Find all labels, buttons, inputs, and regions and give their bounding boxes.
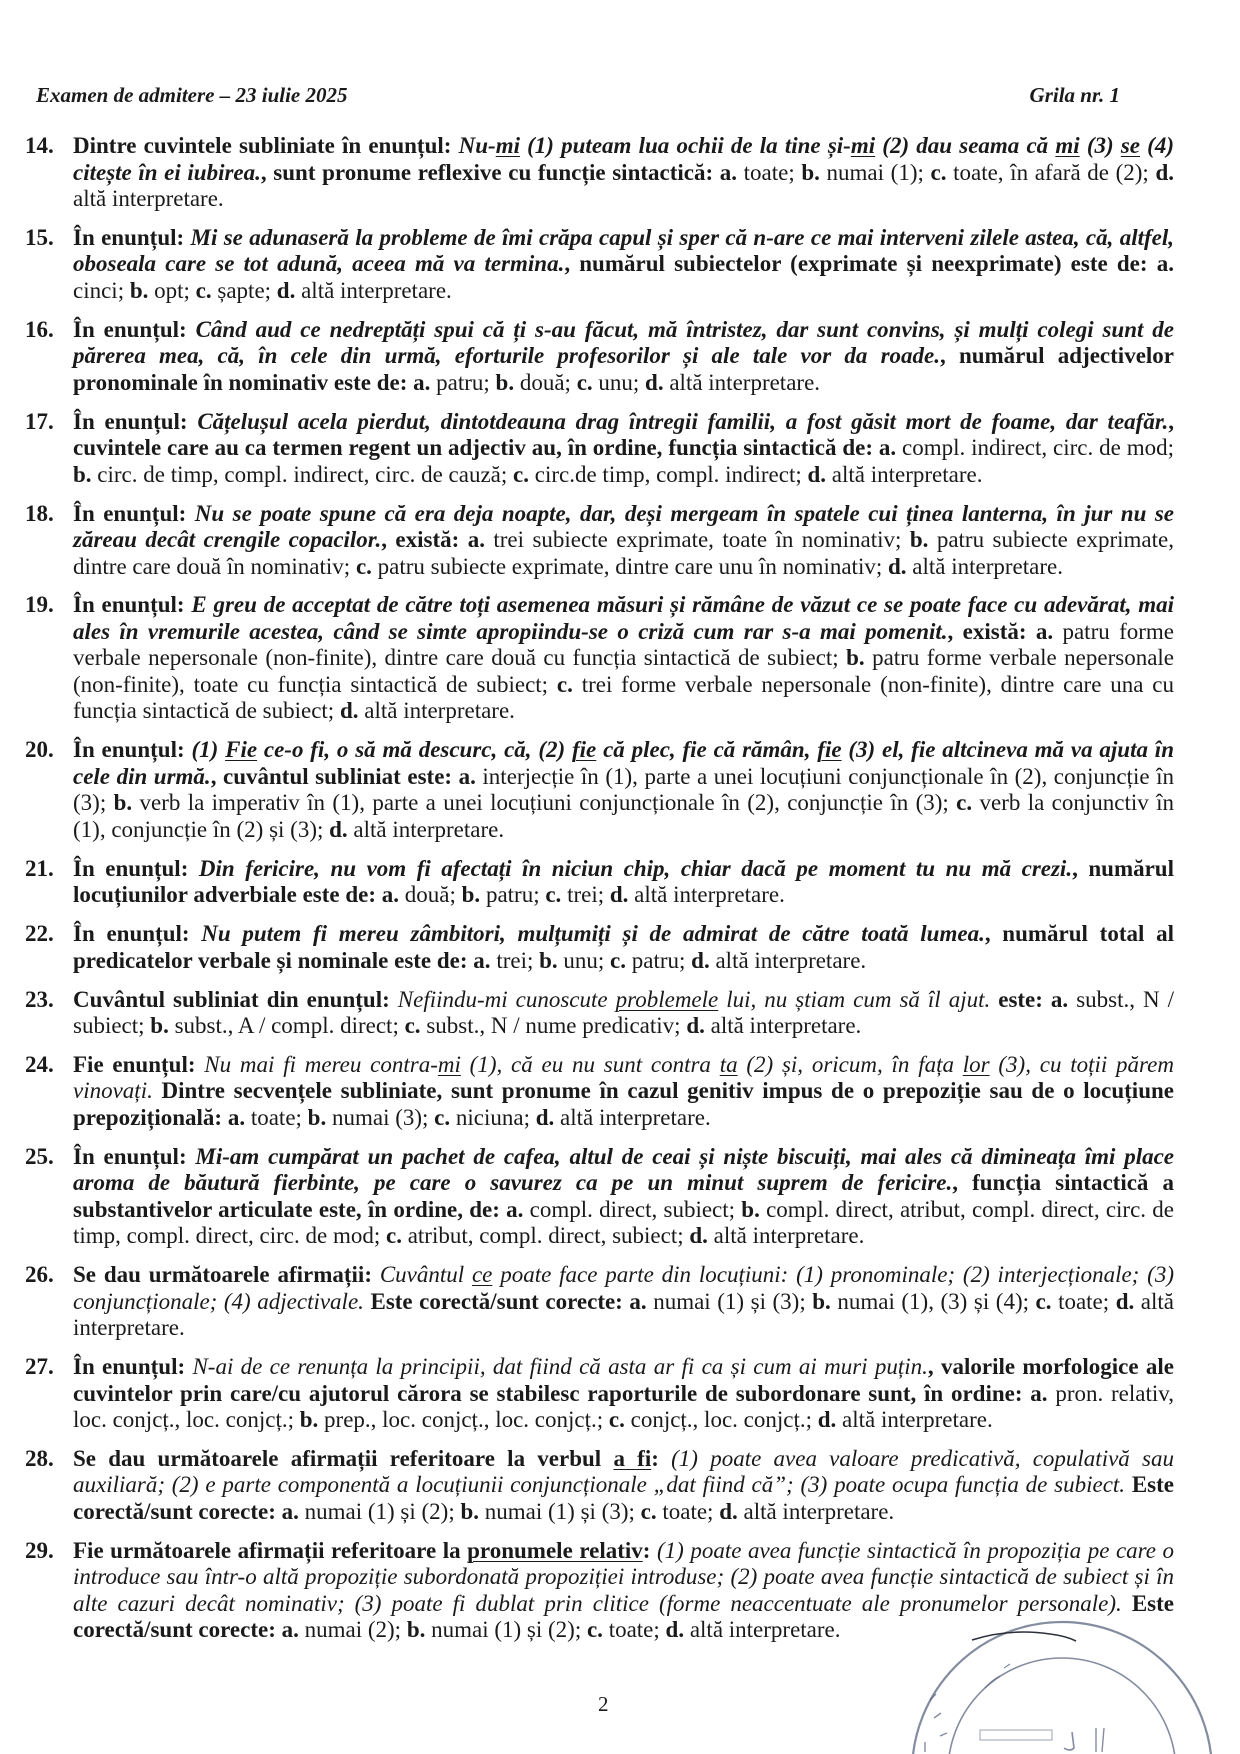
underlined-word: mi (850, 133, 876, 158)
question-text: c. (608, 1407, 631, 1433)
question-number: 20. (25, 737, 54, 763)
question-text: este: a. (990, 986, 1077, 1012)
question-text: Nu se poate spune că era deja noapte, dar, deși mergeam în spatele cui ținea lanterna, în jur nu se zăreau decât crengile copacilor. (73, 500, 1174, 553)
question-text: În enunțul: (73, 316, 196, 342)
question-text: d. (719, 1498, 744, 1524)
question-text: verb la conjunctiv în (1), conjuncție în (2) și (3); (73, 790, 1175, 842)
question-text: (4) citește în ei iubirea. (73, 133, 1174, 185)
question-22 (0, 921, 1174, 974)
question-text: c. (610, 947, 632, 973)
question-text: În enunțul: (73, 855, 199, 881)
question-text: , numărul locuțiunilor adverbiale este de: a. (73, 855, 1174, 908)
question-text: altă interpretare. (634, 882, 785, 908)
question-list (0, 133, 1240, 1656)
question-text: c. (1035, 1288, 1059, 1314)
question-text: subst., N / nume predicativ; (426, 1013, 687, 1039)
question-text: , numărul total al predicatelor verbale și nominale este de: a. (73, 921, 1175, 973)
underlined-word: fie (572, 737, 597, 763)
question-text: interjecție în (1), parte a unei locuțiuni conjuncționale în (2), conjuncție în (3); (73, 763, 1174, 816)
question-text: șapte; (217, 277, 277, 303)
question-number: 23. (25, 986, 54, 1012)
grid-number: Grila nr. 1 (1029, 83, 1120, 107)
question-text: (1), că eu nu sunt contra (460, 1051, 720, 1077)
question-text: c. (513, 461, 535, 487)
question-text: Dintre cuvintele subliniate în enunțul: (73, 133, 459, 158)
question-text: altă interpretare. (560, 1104, 711, 1130)
underlined-word: mi (437, 1051, 461, 1077)
question-16 (0, 317, 1174, 397)
question-text: altă interpretare. (669, 369, 821, 395)
question-text: numai (3); (331, 1104, 435, 1130)
question-text: numai (1) și (2); (431, 1617, 587, 1643)
question-text: b. (812, 1288, 838, 1314)
question-text: b. (129, 277, 155, 303)
question-text: E greu de acceptat de către toți asemenea măsuri și rămâne de văzut ce se poate face cu adevărat, mai ales în vremurile acestea, când se simte apropiindu-se o criză cum rar s-a mai pomenit. (73, 592, 1175, 644)
question-text: b. (406, 1617, 432, 1643)
question-text: b. (73, 461, 98, 487)
question-text: d. (609, 882, 635, 908)
question-text: În enunțul: (73, 592, 192, 618)
question-text: d. (645, 369, 670, 395)
question-text: Mi se adunaseră la probleme de îmi crăpa capul și sper că n-are ce mai interveni zilele astea, că, altfel, oboseala care se tot adună, aceea mă va termina. (73, 224, 1175, 277)
question-text: , numărul adjectivelor pronominale în nominativ este de: a. (73, 343, 1174, 395)
question-text: Fie enunțul: (73, 1051, 205, 1077)
question-text: opt; (154, 277, 196, 303)
question-text: În enunțul: (73, 408, 198, 434)
question-18 (0, 501, 1174, 581)
question-text: două; (519, 369, 577, 395)
question-26 (0, 1262, 1174, 1342)
question-15 (0, 225, 1174, 305)
question-text: (3) (1079, 133, 1121, 158)
question-text: c. (434, 1104, 456, 1130)
question-text: , cuvântul subliniat este: a. (210, 763, 483, 789)
question-text: b. (299, 1407, 325, 1433)
question-text: altă interpretare. (73, 186, 224, 211)
question-text: trei; (496, 947, 540, 973)
question-text: toate; (662, 1498, 720, 1524)
question-text: Se dau următoarele afirmații referitoare la verbul (73, 1445, 614, 1471)
question-text: compl. direct, atribut, compl. direct, circ. de timp, compl. direct, circ. de mod; (73, 1196, 1174, 1249)
question-text: Este corectă/sunt corecte: a. (73, 1472, 1174, 1524)
question-text: b. (307, 1104, 332, 1130)
question-text: numai (1) și (3); (653, 1288, 813, 1314)
question-number: 26. (25, 1262, 54, 1288)
question-text: d. (329, 816, 354, 842)
stamp-glyph (1096, 1728, 1104, 1752)
question-text: trei forme verbale nepersonale (non-finite), dintre care una cu funcția sintactică de subiect; (73, 671, 1174, 724)
question-text: d. (689, 1223, 714, 1249)
question-text: c. (586, 1617, 609, 1643)
stamp-center-label (980, 1730, 1052, 1740)
question-17 (0, 409, 1174, 489)
question-text: d. (339, 698, 365, 724)
question-text: d. (1155, 159, 1174, 185)
question-text: altă interpretare. (743, 1498, 895, 1524)
stamp-ring-marks (985, 1664, 1010, 1688)
question-text: toate; (250, 1104, 308, 1130)
question-text: Cuvântul subliniat din enunțul: (73, 986, 398, 1012)
stamp-lettering-marks (925, 1694, 947, 1752)
underlined-word: se (1120, 133, 1140, 158)
question-text: c. (385, 1223, 408, 1249)
question-number: 25. (25, 1143, 54, 1169)
question-24 (0, 1052, 1174, 1132)
question-text: Nu- (458, 133, 496, 158)
question-text: b. (461, 882, 486, 908)
question-text: , valorile morfologice ale cuvintelor prin care/cu ajutorul cărora se stabilesc raporturile de subordonare sunt, în ordine: a. (73, 1354, 1174, 1406)
question-text: altă interpretare. (713, 1223, 865, 1249)
question-text: altă interpretare. (831, 461, 983, 487)
exam-title: Examen de admitere – 23 iulie 2025 (36, 83, 348, 107)
question-text: Cuvântul (379, 1262, 472, 1288)
question-text: d. (665, 1617, 690, 1643)
question-text: numai (1), (3) și (4); (837, 1288, 1036, 1314)
question-text: Nefiindu-mi cunoscute (397, 986, 616, 1012)
question-text: d. (1115, 1288, 1141, 1314)
question-text: c. (640, 1498, 663, 1524)
underlined-word: mi (495, 133, 520, 158)
question-text: Este corectă/sunt corecte: a. (73, 1590, 1174, 1643)
question-text: Nu putem fi mereu zâmbitori, mulțumiți și de admirat de către toată lumea. (201, 921, 985, 947)
question-text: b. (150, 1013, 175, 1039)
question-text: toate; (1058, 1288, 1116, 1314)
question-text: patru forme verbale nepersonale (non-finite), dintre care două cu funcția sintactică de subiect; (73, 618, 1174, 671)
question-text: patru subiecte exprimate, dintre care două în nominativ; (73, 527, 1174, 579)
question-text: niciuna; (455, 1104, 536, 1130)
question-text: Fie următoarele afirmații referitoare la (73, 1537, 468, 1563)
question-28 (0, 1446, 1174, 1526)
question-number: 16. (25, 316, 54, 342)
question-text: altă interpretare. (689, 1617, 841, 1643)
question-29 (0, 1538, 1174, 1644)
question-text: lui, nu știam cum să îl ajut. (718, 986, 991, 1012)
question-text: Când aud ce nedreptăți spui că ți s-au făcut, mă întristez, dar sunt convins, și mulți colegi sunt de părerea mea, că, în cele din urmă, eforturile profesorilor și ale tale vor da roade. (73, 316, 1174, 369)
question-text: Mi-am cumpărat un pachet de cafea, altul de ceai și niște biscuiți, mai ales că dimineața îmi place aroma de băutură fierbinte, pe care o savurez ca pe un minut suprem de fericire. (73, 1143, 1174, 1196)
question-text: patru; (485, 882, 546, 908)
page-number: 2 (598, 1692, 609, 1716)
question-text: verb la imperativ în (1), parte a unei locuțiuni conjuncționale în (2), conjuncție în (3); (139, 790, 957, 816)
underlined-word: mi (1055, 133, 1080, 158)
question-text: N-ai de ce renunța la principii, dat fiind că asta ar fi ca și cum ai muri puțin. (192, 1354, 928, 1380)
question-text: trei subiecte exprimate, toate în nominativ; (493, 527, 910, 553)
question-text: , există: a. (947, 618, 1063, 644)
question-number: 15. (25, 224, 54, 250)
question-text: conjcț., loc. conjcț.; (630, 1407, 818, 1433)
question-text: b. (539, 947, 564, 973)
question-text: pron. relativ, loc. conjcț., loc. conjcț.; (73, 1380, 1174, 1433)
underlined-word: ce (471, 1262, 493, 1288)
question-text: d. (535, 1104, 561, 1130)
question-text: d. (276, 277, 302, 303)
question-number: 18. (25, 500, 54, 526)
question-text: c. (576, 369, 599, 395)
question-25 (0, 1144, 1174, 1250)
question-number: 27. (25, 1354, 54, 1380)
question-text: (2) dau seama că (875, 133, 1056, 158)
question-20 (0, 737, 1174, 843)
question-text: toate; (743, 159, 802, 185)
question-text: altă interpretare. (301, 277, 452, 303)
question-text: , există: a. (381, 527, 494, 553)
underlined-word: fie (817, 737, 842, 763)
question-text: subst., A / compl. direct; (174, 1013, 405, 1039)
question-text: b. (495, 369, 520, 395)
question-text: altă interpretare. (715, 947, 867, 973)
underlined-word: lor (962, 1051, 990, 1077)
question-text: , numărul subiectelor (exprimate și neexprimate) este de: a. (564, 251, 1174, 277)
stamp-glyph (1064, 1732, 1074, 1750)
question-text: (3) el, fie altcineva mă va ajuta în cele din urmă. (73, 737, 1174, 789)
question-text: Nu mai fi mereu contra- (204, 1051, 438, 1077)
question-text: numai (1); (826, 159, 931, 185)
question-text: b. (460, 1498, 485, 1524)
question-text: Se dau următoarele afirmații: (73, 1262, 380, 1288)
question-text: (1) poate avea funcție sintactică în propoziția pe care o introduce sau într-o altă propoziție subordonată propoziției introduse; (2) poate avea funcție sintactică de subiect și în alte cazuri decât nominativ; (3) poate fi dublat prin clitice (forme neaccentuate ale pronumelor personale). (73, 1537, 1174, 1616)
question-23 (0, 987, 1174, 1040)
question-text: d. (807, 461, 832, 487)
question-text: În enunțul: (73, 737, 192, 763)
question-text: altă interpretare. (710, 1013, 862, 1039)
question-21 (0, 856, 1174, 909)
question-text: patru subiecte exprimate, dintre care unu în nominativ; (377, 553, 888, 579)
question-text: c. (930, 159, 954, 185)
question-text: toate; (608, 1617, 666, 1643)
question-text: (1) (191, 737, 226, 763)
question-text: circ. de timp, compl. indirect, circ. de cauză; (97, 461, 514, 487)
question-number: 21. (25, 855, 54, 881)
question-text: patru forme verbale nepersonale (non-finite), toate cu funcția sintactică de subiect; (73, 645, 1175, 697)
question-text: : (642, 1537, 657, 1563)
question-text: , funcția sintactică a substantivelor articulate este, în ordine, de: a. (73, 1170, 1174, 1222)
question-text: numai (2); (304, 1617, 407, 1643)
question-text: c. (956, 790, 980, 816)
question-text: c. (545, 882, 568, 908)
question-number: 24. (25, 1051, 54, 1077)
question-text: numai (1) și (2); (304, 1498, 461, 1524)
question-text: atribut, compl. direct, subiect; (407, 1223, 690, 1249)
question-text: d. (817, 1407, 843, 1433)
question-text: d. (686, 1013, 711, 1039)
question-text: cinci; (73, 277, 130, 303)
question-text: poate face parte din locuțiuni: (1) pronominale; (2) interjecționale; (3) conjuncționale; (4) adjectivale. (73, 1262, 1174, 1314)
underlined-word: Fie (225, 737, 258, 763)
question-text: toate, în afară de (2); (953, 159, 1156, 185)
question-text: patru; (631, 947, 692, 973)
question-text: (1) puteam lua ochii de la tine și- (519, 133, 851, 158)
question-text: patru; (436, 369, 496, 395)
question-text: , cuvintele care au ca termen regent un adjectiv au, în ordine, funcția sintactică de: a. (73, 408, 1174, 461)
question-text: două; (404, 882, 462, 908)
underlined-word: ta (719, 1051, 738, 1077)
stamp-inner-ring (948, 1658, 1176, 1754)
question-number: 17. (25, 408, 54, 434)
question-text: subst., N / subiect; (73, 986, 1174, 1039)
underlined-word: problemele (615, 986, 719, 1012)
question-text: altă interpretare. (912, 553, 1063, 579)
question-27 (0, 1354, 1174, 1434)
question-text: d. (691, 947, 716, 973)
question-text: trei; (567, 882, 610, 908)
question-text: (1) poate avea valoare predicativă, copulativă sau auxiliară; (2) e parte componentă a locuțiunii conjuncționale „dat fiind că”; (3) poate ocupa funcția de subiect. (73, 1445, 1174, 1498)
question-number: 29. (25, 1537, 54, 1563)
question-text: , sunt pronume reflexive cu funcție sintactică: a. (260, 159, 744, 185)
question-text: (2) și, oricum, în fața (737, 1051, 963, 1077)
question-text: : (651, 1445, 672, 1471)
question-text: altă interpretare. (842, 1407, 993, 1433)
question-text: compl. direct, subiect; (529, 1196, 742, 1222)
question-text: Dintre secvențele subliniate, sunt pronume în cazul genitiv impus de o prepoziție sau de o locuțiune prepozițională: a. (73, 1078, 1174, 1130)
question-number: 22. (25, 921, 54, 947)
question-text: d. (887, 553, 913, 579)
question-text: altă interpretare. (364, 698, 515, 724)
underlined-word: pronumele relativ (467, 1537, 643, 1563)
question-text: ce-o fi, o să mă descurc, că, (2) (257, 737, 572, 763)
question-text: c. (404, 1013, 427, 1039)
question-number: 14. (25, 133, 54, 158)
question-text: În enunțul: (73, 224, 191, 250)
question-text: c. (195, 277, 218, 303)
question-text: b. (801, 159, 827, 185)
underlined-word: a fi (613, 1445, 652, 1471)
question-text: compl. indirect, circ. de mod; (902, 435, 1174, 461)
question-text: În enunțul: (73, 1143, 196, 1169)
question-text: unu; (563, 947, 611, 973)
question-text: prep., loc. conjcț., loc. conjcț.; (324, 1407, 609, 1433)
question-text: În enunțul: (73, 921, 202, 947)
question-text: (3), cu toții părem vinovați. (73, 1051, 1174, 1104)
question-text: că plec, fie că rămân, (596, 737, 818, 763)
question-number: 19. (25, 592, 54, 618)
question-text: b. (741, 1196, 767, 1222)
question-text: În enunțul: (73, 1354, 193, 1380)
question-14 (0, 133, 1174, 213)
question-text: numai (1) și (3); (484, 1498, 641, 1524)
question-number: 28. (25, 1445, 54, 1471)
question-text: Este corectă/sunt corecte: a. (363, 1288, 654, 1314)
question-19 (0, 592, 1174, 725)
question-text: altă interpretare. (73, 1288, 1174, 1341)
question-text: c. (556, 671, 582, 697)
question-text: unu; (598, 369, 646, 395)
question-text: b. (113, 790, 140, 816)
question-text: b. (909, 527, 937, 553)
question-text: circ.de timp, compl. indirect; (534, 461, 808, 487)
question-text: În enunțul: (73, 500, 195, 526)
question-text: Cățelușul acela pierdut, dintotdeauna drag întregii familii, a fost găsit mort de foame, dar teafăr. (197, 408, 1169, 434)
question-text: b. (846, 645, 873, 671)
question-text: Din fericire, nu vom fi afectați în niciun chip, chiar dacă pe moment tu nu mă crezi. (198, 855, 1073, 881)
question-text: c. (355, 553, 378, 579)
question-text: altă interpretare. (353, 816, 505, 842)
